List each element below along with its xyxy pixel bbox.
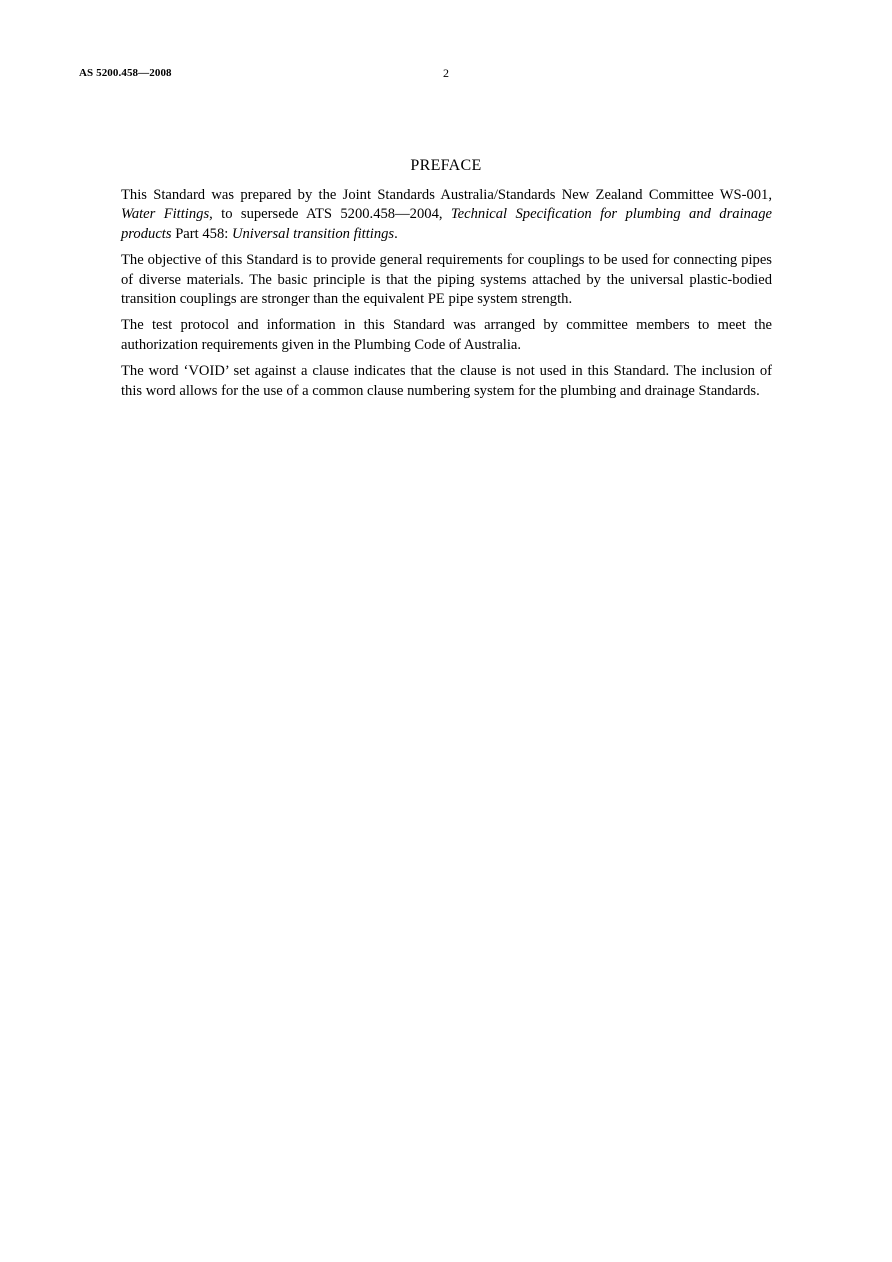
- preface-body: [121, 186, 772, 408]
- running-header-standard-id: AS 5200.458—2008: [79, 67, 172, 79]
- p1-title-technical-specification: Technical Specification for plumbing and drainage products: [121, 206, 772, 242]
- preface-paragraph-4: The word ‘VOID’ set against a clause indicates that the clause is not used in this Standard. The inclusion of this word allows for the use of a common clause numbering system for the plumbing and drainage Standards.: [121, 363, 772, 399]
- preface-paragraph-2: The objective of this Standard is to provide general requirements for couplings to be used for connecting pipes of diverse materials. The basic principle is that the piping systems attached by the universal plastic-bodied transition couplings are stronger than the equivalent PE pipe system strength.: [121, 252, 772, 308]
- preface-paragraph-1: [121, 186, 772, 244]
- preface-title: PREFACE: [410, 157, 482, 174]
- p1-title-water-fittings: Water Fittings: [121, 206, 210, 223]
- p1-text-e: Part 458:: [171, 225, 232, 242]
- preface-paragraph-3: The test protocol and information in this Standard was arranged by committee members to meet the authorization requirements given in the Plumbing Code of Australia.: [121, 317, 772, 353]
- p1-text-a: This Standard was prepared by the Joint Standards Australia/Standards New Zealand Committee WS-001,: [121, 187, 772, 203]
- page-number: 2: [443, 66, 449, 80]
- p1-title-universal-transition: Universal transition fittings: [231, 225, 395, 242]
- p1-text-c: , to supersede ATS 5200.458—2004,: [209, 206, 451, 223]
- p1-text-g: .: [394, 225, 398, 242]
